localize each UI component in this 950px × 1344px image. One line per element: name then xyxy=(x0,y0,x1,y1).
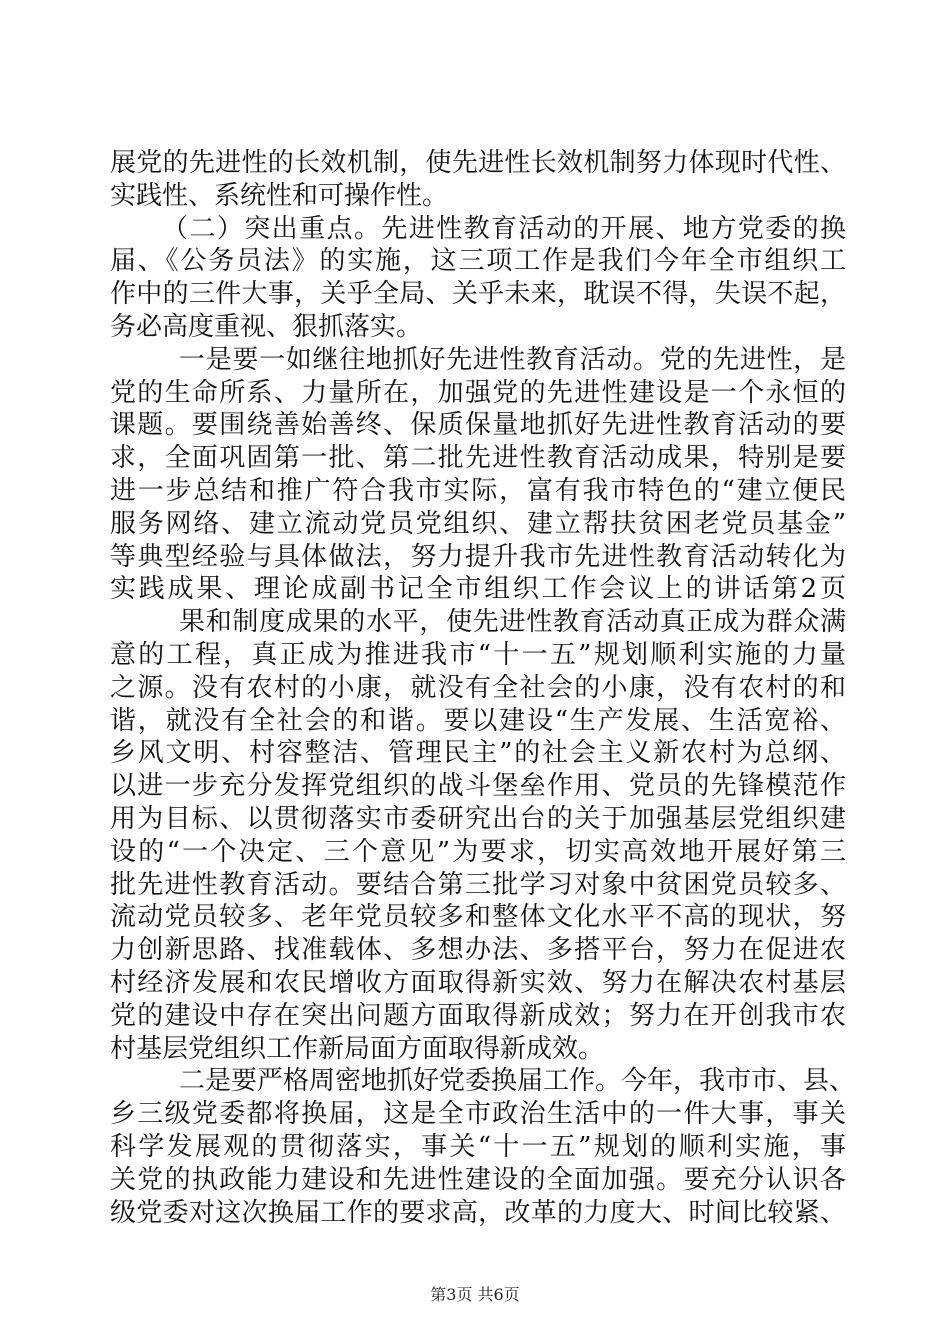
text-line: 批先进性教育活动。要结合第三批学习对象中贫困党员较多、 xyxy=(110,869,846,900)
text-line: 等典型经验与具体做法，努力提升我市先进性教育活动转化为 xyxy=(110,541,846,572)
text-line: 设的“一个决定、三个意见”为要求，切实高效地开展好第三 xyxy=(110,836,846,867)
text-line: 进一步总结和推广符合我市实际，富有我市特色的“建立便民 xyxy=(110,475,846,506)
text-line: 展党的先进性的长效机制，使先进性长效机制努力体现时代性、 xyxy=(110,148,846,178)
text-line: 党的生命所系、力量所在，加强党的先进性建设是一个永恒的 xyxy=(110,377,846,408)
text-line: 村经济发展和农民增收方面取得新实效、努力在解决农村基层 xyxy=(110,967,846,998)
text-line: 以进一步充分发挥党组织的战斗堡垒作用、党员的先锋模范作 xyxy=(110,771,846,802)
text-line: 求，全面巩固第一批、第二批先进性教育活动成果，特别是要 xyxy=(110,443,846,474)
text-line: 关党的执政能力建设和先进性建设的全面加强。要充分认识各 xyxy=(110,1164,846,1195)
text-line: 实践成果、理论成副书记全市组织工作会议上的讲话第2页 xyxy=(110,574,846,605)
text-line: 作中的三件大事，关乎全局、关乎未来，耽误不得，失误不起， xyxy=(110,279,846,310)
text-line: 用为目标、以贯彻落实市委研究出台的关于加强基层党组织建 xyxy=(110,803,846,834)
text-line: 课题。要围绕善始善终、保质保量地抓好先进性教育活动的要 xyxy=(110,410,846,441)
text-line: 乡风文明、村容整洁、管理民主”的社会主义新农村为总纲、 xyxy=(110,738,846,769)
body-text xyxy=(110,147,856,1229)
page-footer: 第3页 共6页 xyxy=(430,1285,520,1304)
text-line: 科学发展观的贯彻落实，事关“十一五”规划的顺利实施，事 xyxy=(110,1131,846,1162)
text-line: 级党委对这次换届工作的要求高，改革的力度大、时间比较紧、 xyxy=(110,1197,846,1228)
paragraph-first-line: 二是要严格周密地抓好党委换届工作。今年，我市市、县、 xyxy=(179,1066,856,1097)
paragraph-first-line: 一是要一如继往地抓好先进性教育活动。党的先进性，是 xyxy=(179,344,846,375)
text-line: 村基层党组织工作新局面方面取得新成效。 xyxy=(110,1033,605,1064)
text-line: 力创新思路、找准载体、多想办法、多搭平台，努力在促进农 xyxy=(110,935,846,966)
text-line: 届、《公务员法》的实施，这三项工作是我们今年全市组织工 xyxy=(110,246,846,277)
text-line: 流动党员较多、老年党员较多和整体文化水平不高的现状，努 xyxy=(110,902,846,933)
text-line: 谐，就没有全社会的和谐。要以建设“生产发展、生活宽裕、 xyxy=(110,705,846,736)
text-line: 乡三级党委都将换届，这是全市政治生活中的一件大事，事关 xyxy=(110,1099,846,1130)
text-line: 党的建设中存在突出问题方面取得新成效；努力在开创我市农 xyxy=(110,1000,846,1031)
paragraph-first-line: （二）突出重点。先进性教育活动的开展、地方党委的换 xyxy=(162,213,846,244)
text-line: 之源。没有农村的小康，就没有全社会的小康，没有农村的和 xyxy=(110,672,846,703)
text-line: 服务网络、建立流动党员党组织、建立帮扶贫困老党员基金” xyxy=(110,508,846,539)
paragraph-first-line: 果和制度成果的水平，使先进性教育活动真正成为群众满 xyxy=(179,607,846,638)
text-line: 务必高度重视、狠抓落实。 xyxy=(110,311,423,342)
text-line: 实践性、系统性和可操作性。 xyxy=(110,180,449,211)
text-line: 意的工程，真正成为推进我市“十一五”规划顺利实施的力量 xyxy=(110,639,846,670)
